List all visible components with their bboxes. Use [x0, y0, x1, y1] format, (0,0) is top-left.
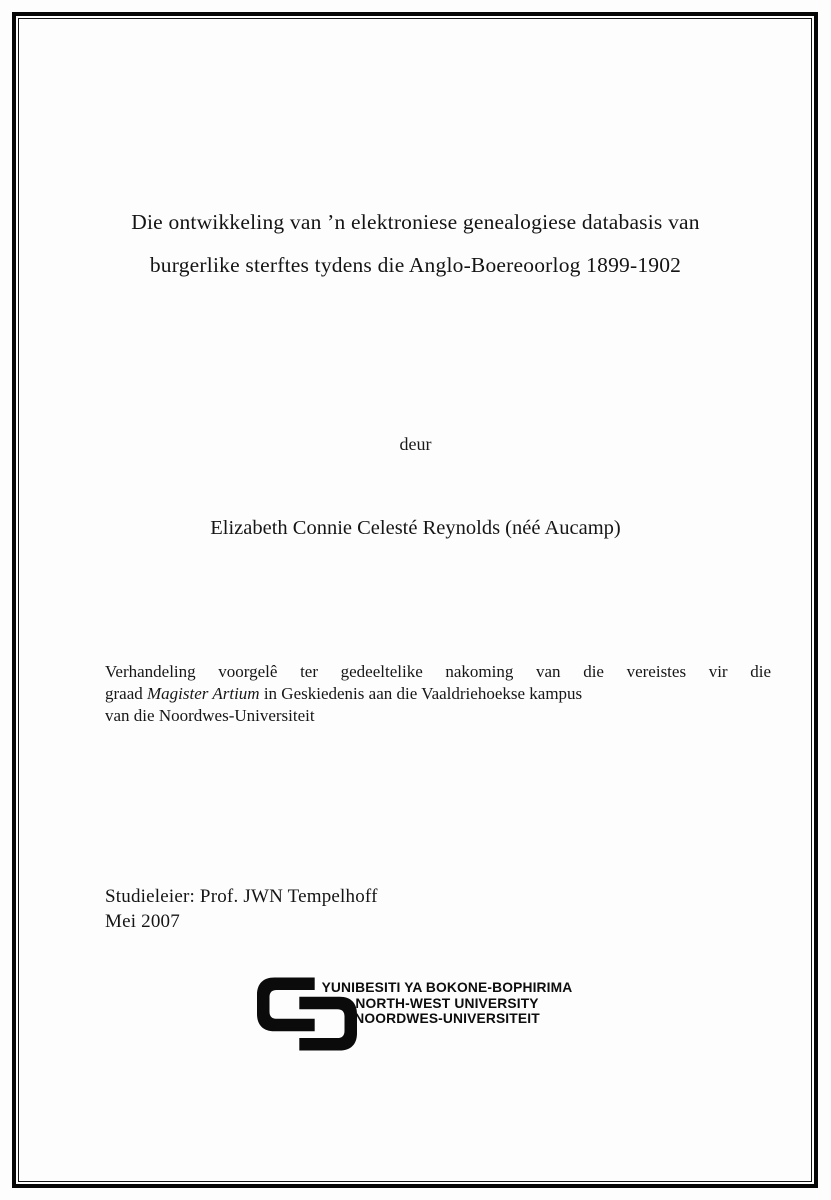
submission-line-2-pre: graad — [105, 683, 148, 703]
submission-line-1: Verhandeling voorgelê ter gedeeltelike nakoming van die vereistes vir die — [105, 662, 771, 681]
logo-text-line-1: YUNIBESITI YA BOKONE-BOPHIRIMA — [321, 980, 573, 995]
submission-line-2-post: in Geskiedenis aan die Vaaldriehoekse kampus — [259, 683, 583, 703]
submission-line-3: van die Noordwes-Universiteit — [105, 705, 315, 725]
thesis-title — [0, 201, 831, 286]
submission-line-2 — [105, 683, 771, 705]
author-name: Elizabeth Connie Celesté Reynolds (néé Aucamp) — [210, 517, 621, 539]
logo-text-line-2: NORTH-WEST UNIVERSITY — [355, 995, 539, 1011]
thesis-title-line-1: Die ontwikkeling van ’n elektroniese genealogiese databasis van — [131, 210, 700, 234]
university-logo-text — [312, 980, 582, 1027]
degree-name-italic: Magister Artium — [147, 683, 260, 703]
submission-statement — [105, 661, 771, 726]
logo-text-line-3: NOORDWES-UNIVERSITEIT — [354, 1011, 540, 1026]
supervisor-block — [105, 884, 378, 934]
supervisor-line: Studieleier: Prof. JWN Tempelhoff — [105, 886, 378, 907]
thesis-title-line-2: burgerlike sterftes tydens die Anglo-Boereoorlog 1899-1902 — [149, 252, 682, 277]
date-line: Mei 2007 — [105, 911, 180, 932]
byline-label: deur — [399, 434, 432, 454]
